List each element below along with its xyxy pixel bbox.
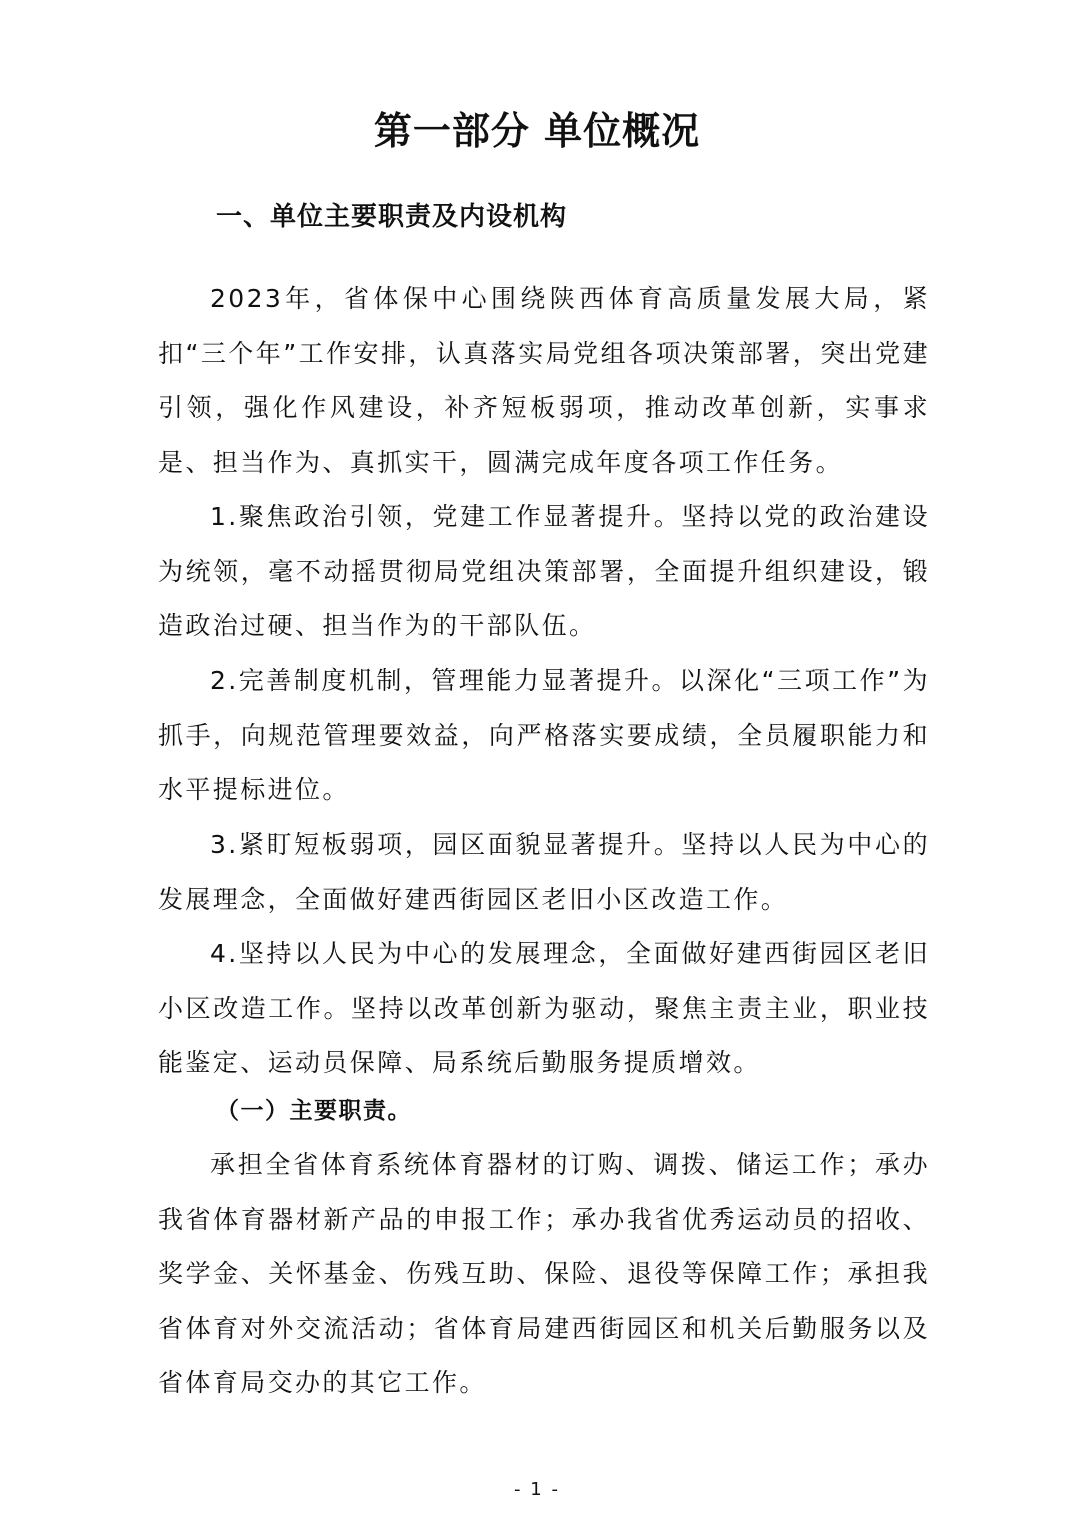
duties-paragraph: 承担全省体育系统体育器材的订购、调拨、储运工作；承办我省体育器材新产品的申报工作；承办我省优秀运动员的招收、奖学金、关怀基金、伤残互助、保险、退役等保障工作；承担我省体育对外交流活动；省体育局建西街园区和机关后勤服务以及省体育局交办的其它工作。 [158, 1150, 930, 1397]
paragraph-item-1: 1.聚焦政治引领，党建工作显著提升。坚持以党的政治建设为统领，毫不动摇贯彻局党组决策部署，全面提升组织建设，锻造政治过硬、担当作为的干部队伍。 [158, 502, 930, 640]
sub-heading-main-duties: （一）主要职责。 [216, 1098, 412, 1124]
intro-paragraph: 2023年，省体保中心围绕陕西体育高质量发展大局，紧扣“三个年”工作安排，认真落实局党组各项决策部署，突出党建引领，强化作风建设，补齐短板弱项，推动改革创新，实事求是、担当作为、真抓实干，圆满完成年度各项工作任务。 [158, 284, 930, 477]
page-title: 第一部分 单位概况 [373, 108, 701, 153]
paragraph-item-4: 4.坚持以人民为中心的发展理念，全面做好建西街园区老旧小区改造工作。坚持以改革创新为驱动，聚焦主责主业，职业技能鉴定、运动员保障、局系统后勤服务提质增效。 [158, 939, 930, 1077]
paragraph-item-3: 3.紧盯短板弱项，园区面貌显著提升。坚持以人民为中心的发展理念，全面做好建西街园区老旧小区改造工作。 [158, 830, 930, 914]
paragraph-item-2: 2.完善制度机制，管理能力显著提升。以深化“三项工作”为抓手，向规范管理要效益，向严格落实要成绩，全员履职能力和水平提标进位。 [158, 666, 930, 804]
section-heading: 一、单位主要职责及内设机构 [216, 202, 568, 232]
page-number: - 1 - [514, 1479, 560, 1500]
